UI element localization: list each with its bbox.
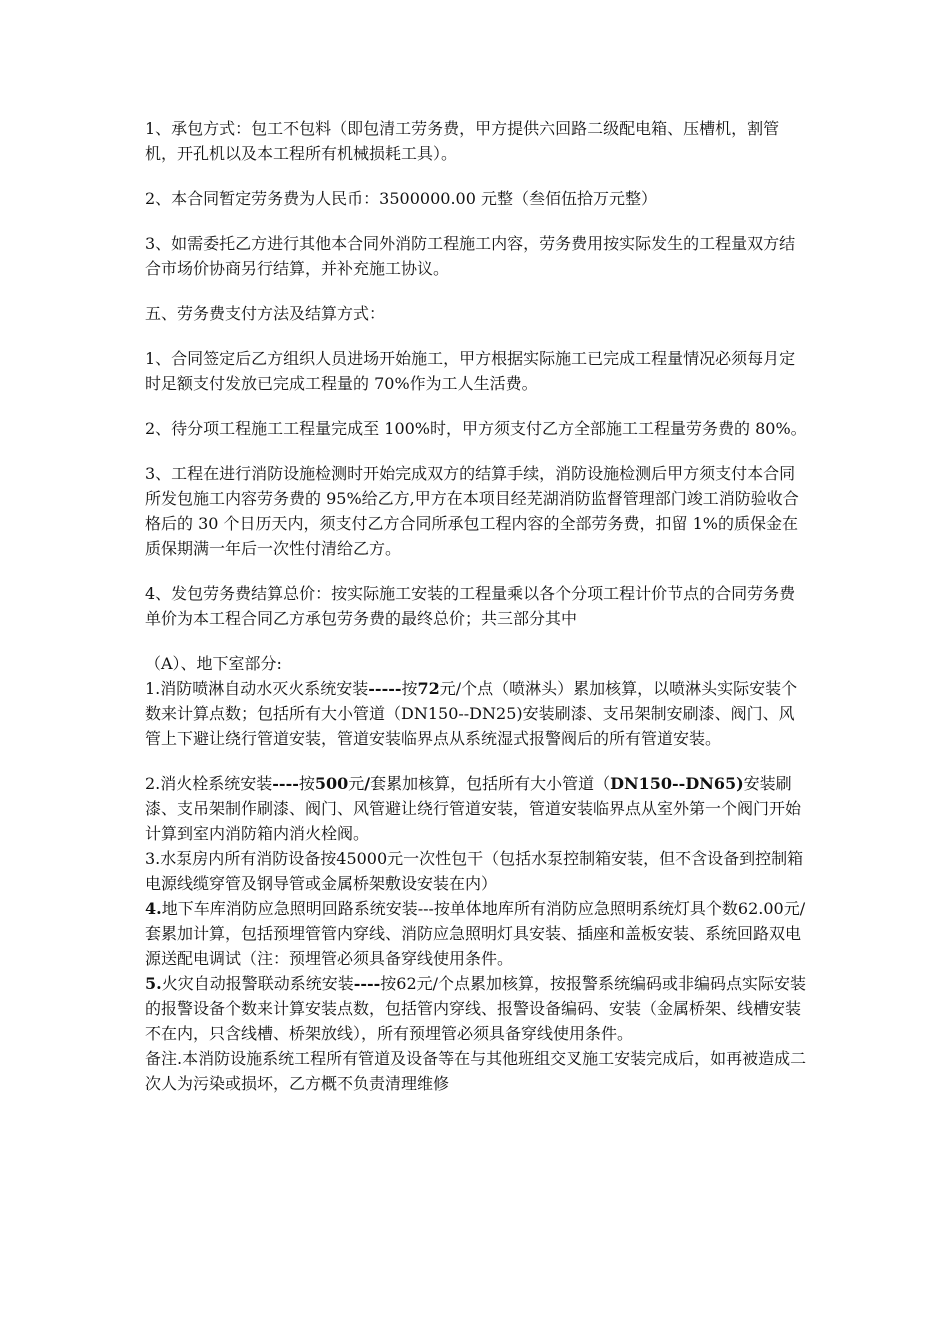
paragraph-total-price: 4、发包劳务费结算总价：按实际施工安装的工程量乘以各个分项工程计价节点的合同劳务费单价为本工程合同乙方承包劳务费的最终总价；共三部分其中 bbox=[145, 584, 796, 628]
item-hydrant-text-2: 安装刷漆、支吊架制作刷漆、阀门、风管避让绕行管道安装，管道安装临界点从室外第一个阀门开始计算到室内消防箱内消火栓阀。 bbox=[145, 774, 802, 843]
item-hydrant-slash: / bbox=[364, 774, 371, 793]
item-hydrant-by: 按 bbox=[298, 774, 315, 793]
item-sprinkler-system bbox=[145, 676, 810, 751]
item-hydrant-label: 2.消火栓系统安装 bbox=[145, 774, 273, 793]
item-sprinkler-dash: ----- bbox=[368, 679, 402, 698]
item-hydrant-unit: 元 bbox=[348, 774, 365, 793]
item-sprinkler-price: 72 bbox=[417, 679, 440, 698]
paragraph-extra-work: 3、如需委托乙方进行其他本合同外消防工程施工内容，劳务费用按实际发生的工程量双方结合市场价协商另行结算，并补充施工协议。 bbox=[145, 234, 796, 278]
subsection-heading-basement: （A）、地下室部分: bbox=[145, 654, 282, 673]
item-alarm-dash: ---- bbox=[353, 974, 381, 993]
item-alarm-number: 5. bbox=[145, 974, 162, 993]
item-emergency-text: 地下车库消防应急照明回路系统安装---按单体地库所有消防应急照明系统灯具个数62.00元/套累加计算，包括预埋管管内穿线、消防应急照明灯具安装、插座和盖板安装、系统回路双电源送配电调试（注：预埋管必须具备穿线使用条件。 bbox=[145, 899, 806, 968]
item-alarm-label: 火灾自动报警联动系统安装 bbox=[161, 974, 354, 993]
note-paragraph: 备注.本消防设施系统工程所有管道及设备等在与其他班组交叉施工安装完成后，如再被造成二次人为污染或损坏，乙方概不负责清理维修 bbox=[145, 1049, 807, 1093]
section-heading-payment: 五、劳务费支付方法及结算方式： bbox=[145, 304, 386, 323]
paragraph-contract-mode: 1、承包方式：包工不包料（即包清工劳务费，甲方提供六回路二级配电箱、压槽机，割管机，开孔机以及本工程所有机械损耗工具）。 bbox=[145, 119, 780, 163]
item-hydrant-price: 500 bbox=[314, 774, 349, 793]
item-pump-room: 3.水泵房内所有消防设备按45000元一次性包干（包括水泵控制箱安装，但不含设备到控制箱电源线缆穿管及钢导管或金属桥架敷设安装在内） bbox=[145, 849, 804, 893]
item-alarm-text: 按62元/个点累加核算，按报警系统编码或非编码点实际安装的报警设备个数来计算安装点数，包括管内穿线、报警设备编码、安装（金属桥架、线槽安装不在内，只含线槽、桥架放线），所有预埋管必须具备穿线使用条件。 bbox=[145, 974, 807, 1043]
paragraph-completion-payment: 2、待分项工程施工工程量完成至 100%时，甲方须支付乙方全部施工工程量劳务费的 80%。 bbox=[145, 419, 807, 438]
item-sprinkler-text: 元/个点（喷淋头）累加核算，以喷淋头实际安装个数来计算点数；包括所有大小管道（DN150--DN25)安装刷漆、支吊架制安刷漆、阀门、风管上下避让绕行管道安装，管道安装临界点从系统湿式报警阀后的所有管道安装。 bbox=[145, 679, 798, 748]
item-sprinkler-label: 1.消防喷淋自动水灭火系统安装 bbox=[145, 679, 369, 698]
document-body bbox=[145, 116, 810, 1096]
item-sprinkler-by: 按 bbox=[401, 679, 418, 698]
paragraph-settlement: 3、工程在进行消防设施检测时开始完成双方的结算手续，消防设施检测后甲方须支付本合同所发包施工内容劳务费的 95%给乙方,甲方在本项目经芜湖消防监督管理部门竣工消防验收合格后的 30 个日历天内，须支付乙方合同所承包工程内容的全部劳务费，扣留 1%的质保金在质保期满一年后一次性付清给乙方。 bbox=[145, 464, 799, 558]
paragraph-provisional-fee: 2、本合同暂定劳务费为人民币：3500000.00 元整（叁佰伍拾万元整） bbox=[145, 189, 657, 208]
item-hydrant-text: 套累加核算，包括所有大小管道（ bbox=[370, 774, 611, 793]
item-emergency-number: 4. bbox=[145, 899, 162, 918]
item-hydrant-dash: ---- bbox=[272, 774, 299, 793]
item-hydrant-system bbox=[145, 771, 810, 846]
item-emergency-lighting bbox=[145, 896, 810, 971]
item-hydrant-pipe-range: DN150--DN65) bbox=[610, 774, 744, 793]
item-fire-alarm bbox=[145, 971, 810, 1046]
paragraph-monthly-payment: 1、合同签定后乙方组织人员进场开始施工，甲方根据实际施工已完成工程量情况必须每月定时足额支付发放已完成工程量的 70%作为工人生活费。 bbox=[145, 349, 796, 393]
